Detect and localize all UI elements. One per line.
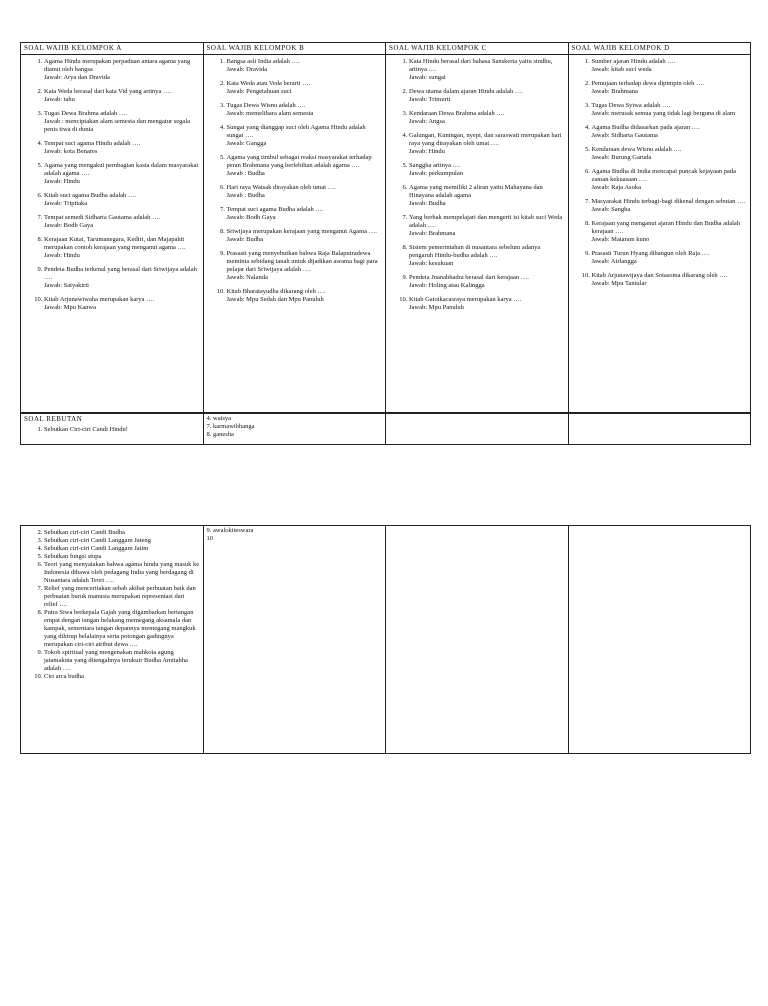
list-item: 7. Tempat suci agama Budha adalah …. Jawab: Bodh Gaya bbox=[227, 206, 383, 222]
answer-line: 4. waisya bbox=[206, 415, 232, 422]
list-item: 3. Sebutkan ciri-ciri Candi Langgam Jateng bbox=[44, 537, 200, 545]
list-item: 1. Kata Hindu berasal dari bahasa Sanskerta yaitu sindhu, artinya …. Jawab: sungai bbox=[409, 58, 565, 82]
list-item: 9. Pendeta Jnanabhadra berasal dari kerajaan …. Jawab: Holing atau Kalingga bbox=[409, 274, 565, 290]
list-item: 2. Kata Weda berasal dari kata Vid yang artinya …. Jawab: tahu bbox=[44, 88, 200, 104]
soal-rebutan-continued-table bbox=[20, 525, 751, 754]
list-item: 8. Kerajaan Kutai, Tarumanegara, Kediri, dan Majapahit merupakan contoh kerajaan yang menganut agama …. Jawab: Hindu bbox=[44, 236, 200, 260]
list-item: 2. Sebutkan ciri-ciri Candi Budha bbox=[44, 529, 200, 537]
empty-cell bbox=[386, 526, 569, 754]
group-b-header: SOAL WAJIB KELOMPOK B bbox=[203, 43, 386, 55]
list-item: 10. Kitab Arjunawijaya dan Sotasoma dikarang oleh …. Jawab: Mpu Tantular bbox=[592, 272, 748, 288]
list-item: 2. Dewa utama dalam ajaran Hindu adalah …. Jawab: Trimurti bbox=[409, 88, 565, 104]
list-item: 9. Tokoh spiritual yang mengenakan mahkota agung jatamakuta yang ditengahnya terukuir Budha Amitabha adalah …. bbox=[44, 649, 200, 673]
list-item: 7. Yang berhak mempelajari dan mengerti isi kitab suci Weda adalah …. Jawab: Brahmana bbox=[409, 214, 565, 238]
answer-line: 7. karmawibhanga bbox=[206, 423, 255, 430]
rebutan-question-cell-2 bbox=[21, 526, 204, 754]
list-item: 10. Kitab Gatotkacasraya merupakan karya …. Jawab: Mpu Panuluh bbox=[409, 296, 565, 312]
list-item: 1. Agama Hindu merupakan perpaduan antara agama yang dianut oleh bangsa Jawab: Arya dan Dravida bbox=[44, 58, 200, 82]
rebutan-header: SOAL REBUTAN bbox=[24, 415, 83, 423]
group-b-cell bbox=[203, 55, 386, 413]
list-item: 1. Bangsa asli India adalah …. Jawab: Dravida bbox=[227, 58, 383, 74]
list-item: 1. Sebutkan Ciri-ciri Candi Hindu! bbox=[44, 426, 200, 434]
rebutan-question-cell bbox=[21, 414, 204, 445]
list-item: 8. Sistem pemerintahan di nusantara sebelum adanya pengaruh Hindu-budha adalah …. Jawab: kesukuan bbox=[409, 244, 565, 268]
list-item: 9. Prasasti Turun Hyang dibangun oleh Raja …. Jawab: Airlangga bbox=[592, 250, 748, 266]
list-item: 8. Putra Siwa berkepala Gajah yang digambarkan bertangan empat dengan tangan belakang memegang aksamala dan kampak, sementara tangan depannya memegang mangkuk yang dihirup belalainya serta potongan gadingnya merupakan ciri-ciri atribut dewa …. bbox=[44, 609, 200, 649]
group-d-cell bbox=[568, 55, 751, 413]
list-item: 1. Sumber ajaran Hindu adalah …. Jawab: kitab suci weda bbox=[592, 58, 748, 74]
soal-rebutan-table bbox=[20, 413, 751, 445]
answer-line: 9. awalokiteswara bbox=[206, 527, 254, 534]
empty-cell bbox=[568, 526, 751, 754]
group-b-list bbox=[207, 58, 383, 304]
soal-wajib-table bbox=[20, 42, 751, 413]
list-item: 3. Kendaraan Dewa Brahma adalah …. Jawab: Angsa bbox=[409, 110, 565, 126]
group-a-cell bbox=[21, 55, 204, 413]
list-item: 6. Hari raya Waisak dirayakan oleh umat …. Jawab : Budha bbox=[227, 184, 383, 200]
list-item: 7. Relief yang menceritakan sebab akibat perbuatan baik dan perbuatan buruk manusia merupakan representasi dari relief …. bbox=[44, 585, 200, 609]
empty-cell bbox=[386, 414, 569, 445]
list-item: 3. Tugas Dewa Brahma adalah …. Jawab : menciptakan alam semesta dan mengatur segala penis tiwa di dunia bbox=[44, 110, 200, 134]
answer-line: 8. ganesha bbox=[206, 431, 234, 438]
list-item: 5. Agama yang timbul sebagai reaksi masyarakat terhadap peran Brahmana yang berlebihan adalah agama …. Jawab : Budha bbox=[227, 154, 383, 178]
rebutan-list-2 bbox=[24, 529, 200, 681]
list-item: 7. Tempat semedi Sidharta Gautama adalah …. Jawab: Bodh Gaya bbox=[44, 214, 200, 230]
list-item: 6. Agama Budha di India mencapai puncak kejayaan pada zaman kekuasaan …. Jawab: Raja Asoka bbox=[592, 168, 748, 192]
list-item: 4. Agama Budha didasarkan pada ajaran …. Jawab: Sidharta Gautama bbox=[592, 124, 748, 140]
rebutan-list-1 bbox=[24, 426, 200, 434]
list-item: 5. Sanggha artinya …. Jawab: perkumpulan bbox=[409, 162, 565, 178]
list-item: 10. Kitab Bharatayudha dikarang oleh …. Jawab: Mpu Sedah dan Mpu Panuluh bbox=[227, 288, 383, 304]
list-item: 10. Ciri arca budha bbox=[44, 673, 200, 681]
rebutan-answer-cell-2 bbox=[203, 526, 386, 754]
list-item: 2. Pemujaan terhadap dewa dipimpin oleh …. Jawab: Brahmana bbox=[592, 80, 748, 96]
group-a-header: SOAL WAJIB KELOMPOK A bbox=[21, 43, 204, 55]
list-item: 9. Prasasti yang menyebutkan bahwa Raja Balaputradewa meminta sebidang tanah untuk dijadikan asrama bagi para pelajar dari Sriwijaya adalah …. Jawab: Nalanda bbox=[227, 250, 383, 282]
group-c-header: SOAL WAJIB KELOMPOK C bbox=[386, 43, 569, 55]
list-item: 3. Tugas Dewa Syiwa adalah …. Jawab: merusak semua yang tidak lagi berguna di alam bbox=[592, 102, 748, 118]
empty-cell bbox=[568, 414, 751, 445]
group-c-list bbox=[389, 58, 565, 312]
list-item: 6. Agama yang memiliki 2 aliran yaitu Mahayana dan Hinayana adalah agama Jawab: Budha bbox=[409, 184, 565, 208]
answer-line: 10 bbox=[206, 535, 213, 542]
list-item: 10. Kitab Arjunawiwaha merupakan karya …. Jawab: Mpu Kanwa bbox=[44, 296, 200, 312]
group-d-header: SOAL WAJIB KELOMPOK D bbox=[568, 43, 751, 55]
rebutan-answer-cell bbox=[203, 414, 386, 445]
list-item: 7. Masyarakat Hindu terbagi-bagi dikenal dengan sebutan …. Jawab: Sangha bbox=[592, 198, 748, 214]
list-item: 6. Kitab suci agama Budha adalah …. Jawab: Tripitaka bbox=[44, 192, 200, 208]
list-item: 3. Tugas Dewa Wisnu adalah …. Jawab: memelihara alam semesta bbox=[227, 102, 383, 118]
list-item: 4. Sebutkan ciri-ciri Candi Langgam Jatim bbox=[44, 545, 200, 553]
list-item: 8. Sriwijaya merupakan kerajaan yang menganut Agama …. Jawab: Budha bbox=[227, 228, 383, 244]
list-item: 4. Sungai yang dianggap suci oleh Agama Hindu adalah sungai …. Jawab: Gangga bbox=[227, 124, 383, 148]
list-item: 4. Tempat suci agama Hindu adalah …. Jawab: kota Benares bbox=[44, 140, 200, 156]
list-item: 4. Galungan, Kuningan, nyepi, dan saraswati merupakan hari raya yang dirayakan oleh umat …. Jawab: Hindu bbox=[409, 132, 565, 156]
group-d-list bbox=[572, 58, 748, 288]
list-item: 5. Agama yang mengakui pembagian kasta dalam masyarakat adalah agama …. Jawab: Hindu bbox=[44, 162, 200, 186]
list-item: 2. Kata Weda atau Veda berarti …. Jawab: Pengetahuan suci bbox=[227, 80, 383, 96]
list-item: 5. Sebutkan fungsi stupa bbox=[44, 553, 200, 561]
group-c-cell bbox=[386, 55, 569, 413]
list-item: 9. Pendeta Budha terkenal yang berasal dari Sriwijaya adalah …. Jawab: Satyakirti bbox=[44, 266, 200, 290]
list-item: 8. Kerajaan yang menganut ajaran Hindu dan Budha adalah kerajaan …. Jawab: Mataram kuno bbox=[592, 220, 748, 244]
list-item: 6. Teori yang menyatakan bahwa agama hindu yang masuk ke Indonesia dibawa oleh pedagang India yang berdagang di Nusantara adalah Teori …. bbox=[44, 561, 200, 585]
group-a-list bbox=[24, 58, 200, 312]
list-item: 5. Kendaraan dewa Wisnu adalah …. Jawab: Burung Garuda bbox=[592, 146, 748, 162]
